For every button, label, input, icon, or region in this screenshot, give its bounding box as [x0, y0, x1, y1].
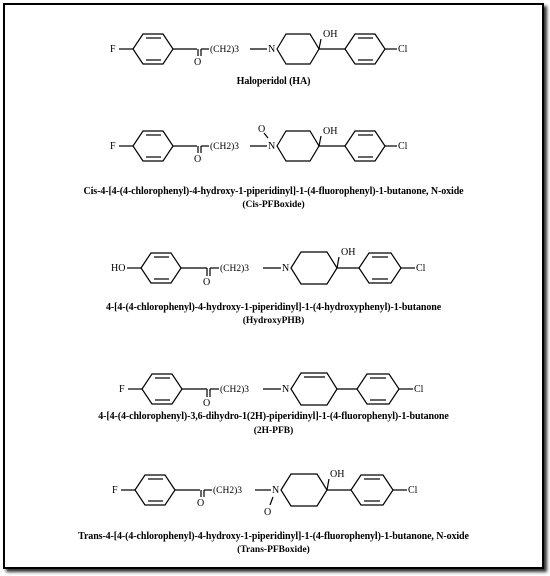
structure-hydroxyphb — [5, 241, 542, 293]
fluoro-label: F — [119, 384, 125, 395]
structure-drawing — [5, 120, 542, 172]
nitrogen-label: N — [268, 141, 276, 152]
chain-label: (CH2)3 — [220, 385, 250, 395]
hydroxy-label: HO — [111, 263, 126, 274]
carbonyl-oxygen-label: O — [203, 398, 211, 409]
chain-label: (CH2)3 — [220, 264, 250, 274]
hydroxyl-label: OH — [341, 247, 356, 258]
nitrogen-label: N — [272, 485, 280, 496]
hydroxyl-label: OH — [323, 29, 338, 40]
carbonyl-oxygen-label: O — [194, 57, 202, 68]
carbonyl-oxygen-label: O — [197, 498, 205, 509]
nitrogen-label: N — [282, 384, 290, 395]
n-oxide-oxygen-label: O — [258, 124, 266, 135]
compound-abbr-2h-pfb: (2H-PFB) — [253, 426, 294, 436]
carbonyl-oxygen-label: O — [194, 154, 202, 165]
fluoro-label: F — [110, 141, 116, 152]
figure-frame — [3, 3, 544, 569]
fluoro-label: F — [110, 44, 116, 55]
structure-drawing — [5, 241, 542, 293]
nitrogen-label: N — [268, 44, 276, 55]
hydroxyl-label: OH — [323, 126, 338, 137]
nitrogen-label: N — [282, 263, 290, 274]
compound-name-haloperidol: Haloperidol (HA) — [236, 76, 311, 87]
hydroxyl-label: OH — [330, 469, 345, 480]
structure-drawing — [5, 25, 542, 75]
chloro-label: Cl — [416, 263, 426, 274]
compound-name-cis-pfboxide: Cis-4-[4-(4-chlorophenyl)-4-hydroxy-1-piperidinyl]-1-(4-fluorophenyl)-1-butanone, N-oxide — [83, 186, 464, 197]
chloro-label: Cl — [398, 44, 408, 55]
chain-label: (CH2)3 — [210, 45, 240, 55]
carbonyl-oxygen-label: O — [203, 277, 211, 288]
structure-cis-pfboxide — [5, 120, 542, 172]
structure-trans-pfboxide — [5, 463, 542, 527]
structure-drawing — [5, 362, 542, 414]
structure-drawing — [5, 463, 542, 527]
compound-abbr-trans-pfboxide: (Trans-PFBoxide) — [237, 545, 310, 555]
fluoro-label: F — [112, 485, 118, 496]
compound-name-hydroxyphb: 4-[4-(4-chlorophenyl)-4-hydroxy-1-piperidinyl]-1-(4-hydroxyphenyl)-1-butanone — [105, 302, 442, 313]
chloro-label: Cl — [398, 141, 408, 152]
structure-haloperidol — [5, 25, 542, 75]
chain-label: (CH2)3 — [210, 142, 240, 152]
structure-2h-pfb — [5, 362, 542, 414]
chain-label: (CH2)3 — [213, 486, 243, 496]
n-oxide-oxygen-label: O — [264, 507, 272, 518]
compound-abbr-cis-pfboxide: (Cis-PFBoxide) — [242, 200, 305, 210]
chloro-label: Cl — [414, 384, 424, 395]
compound-name-trans-pfboxide: Trans-4-[4-(4-chlorophenyl)-4-hydroxy-1-piperidinyl]-1-(4-fluorophenyl)-1-butanone, N-oxide — [78, 531, 469, 542]
chloro-label: Cl — [408, 485, 418, 496]
compound-abbr-hydroxyphb: (HydroxyPHB) — [242, 316, 305, 326]
compound-name-2h-pfb: 4-[4-(4-chlorophenyl)-3,6-dihydro-1(2H)-piperidinyl]-1-(4-fluorophenyl)-1-butanone — [98, 411, 449, 422]
